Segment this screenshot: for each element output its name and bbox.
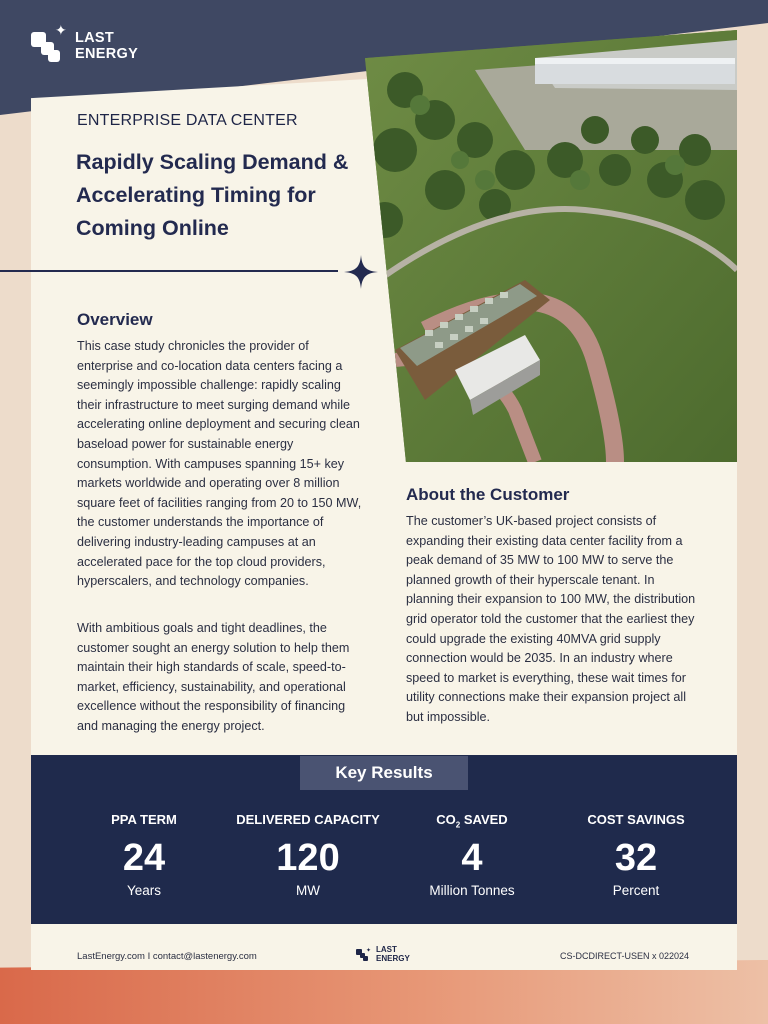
category-eyebrow: ENTERPRISE DATA CENTER — [77, 112, 298, 129]
overview-paragraph-1: This case study chronicles the provider of enterprise and co-location data centers facing a seemingly impossible challenge: rapidly scaling their infrastructure to meet surging demand while accelerating online deployment and securing clean baseload power for sustainable energy consumption. With campuses spanning 15+ key markets worldwide and operating over 8 million square feet of facilities ranging from 20 to 150 MW, the customer understands the importance of delivering industry-leading campuses at an accelerated pace for the top cloud providers, hyperscalers, and technology companies. — [77, 339, 362, 589]
metric-label: $CO_2$ SAVED — [436, 812, 508, 830]
brand-logo[interactable] — [31, 22, 139, 64]
metric-value: 32 — [614, 837, 658, 879]
divider-line — [0, 270, 338, 272]
metric-value: 120 — [276, 837, 340, 879]
sparkle-icon — [344, 255, 378, 289]
metric-co2-saved — [387, 810, 557, 900]
key-results-title: Key Results — [300, 756, 468, 790]
logo-wordmark: LAST ENERGY — [75, 30, 139, 62]
overview-heading: Overview — [77, 310, 153, 329]
metric-label: DELIVERED CAPACITY — [236, 812, 380, 827]
page-title: Rapidly Scaling Demand & Accelerating Timing for Coming Online — [76, 150, 349, 240]
metric-unit: Million Tonnes — [429, 883, 515, 898]
metric-cost-savings — [551, 810, 721, 900]
metric-ppa-term — [59, 810, 229, 900]
metric-value: 4 — [461, 837, 483, 879]
svg-text:✦: ✦ — [366, 948, 372, 954]
logo-mark-icon — [356, 947, 372, 961]
metric-unit: Percent — [612, 883, 660, 898]
metric-unit: MW — [296, 883, 320, 898]
metric-label: PPA TERM — [111, 812, 177, 827]
about-paragraph: The customer’s UK-based project consists of expanding their existing data center facility from a peak demand of 35 MW to 100 MW to serve the planned growth of their hyperscale tenant. In planning their expansion to 100 MW, the distribution grid operator told the customer that the earliest they could upgrade the existing 40MVA grid supply connection would be 2035. In an industry where speed to market is everything, these wait times for utility connections make their expansion project all but impossible. — [406, 514, 696, 724]
data-center-aerial-image — [365, 30, 737, 462]
metric-value: 24 — [122, 837, 166, 879]
document-code: CS-DCDIRECT-USEN x 022024 — [560, 951, 690, 961]
metric-unit: Years — [126, 883, 162, 898]
footer-logo: ✦ LAST ENERGY — [356, 945, 410, 963]
logo-mark-icon: ✦ — [31, 28, 67, 64]
footer-contact[interactable]: LastEnergy.com I contact@lastenergy.com — [77, 951, 257, 962]
metric-label: COST SAVINGS — [587, 812, 685, 827]
about-heading: About the Customer — [406, 485, 570, 504]
metric-delivered-capacity — [223, 810, 393, 900]
overview-paragraph-2: With ambitious goals and tight deadlines, the customer sought an energy solution to help them maintain their high standards of scale, speed-to-market, efficiency, sustainability, and operational excellence without the responsibility of financing and managing the energy project. — [77, 621, 350, 733]
